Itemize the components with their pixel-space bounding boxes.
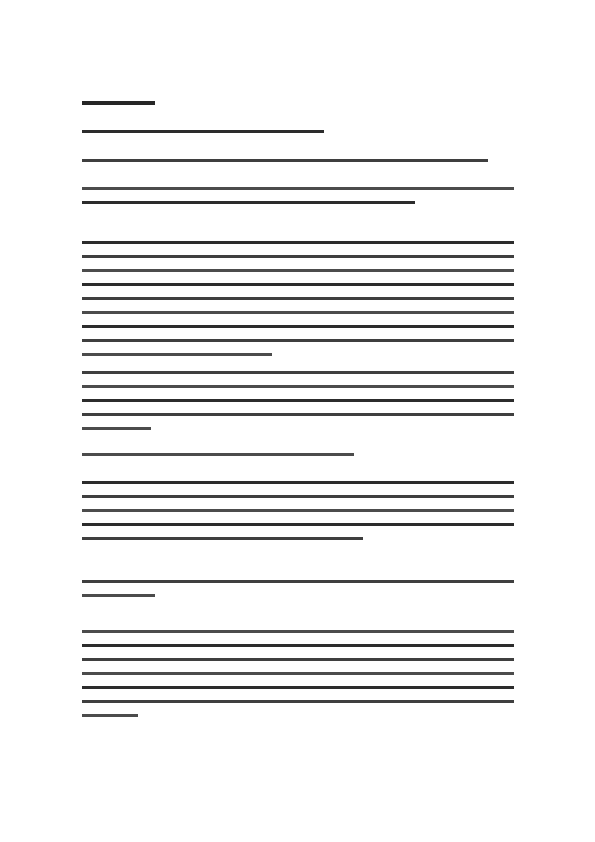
text-line [82, 297, 514, 300]
text-line [82, 495, 514, 498]
text-line [82, 241, 514, 244]
text-block-subheading [82, 130, 514, 133]
text-block-paragraph-2 [82, 371, 514, 430]
text-line [82, 580, 514, 583]
text-line [82, 187, 514, 190]
text-block-paragraph-6 [82, 630, 514, 717]
text-line [82, 339, 514, 342]
text-line [82, 371, 514, 374]
text-line [82, 201, 415, 204]
text-line [82, 594, 155, 597]
text-block-byline [82, 159, 514, 162]
text-block-paragraph-4 [82, 481, 514, 540]
text-line [82, 159, 488, 162]
text-line [82, 325, 514, 328]
text-line [82, 283, 514, 286]
text-line [82, 630, 514, 633]
text-line [82, 644, 514, 647]
text-line [82, 130, 324, 133]
text-block-paragraph-5 [82, 580, 514, 597]
text-line [82, 658, 514, 661]
text-line [82, 700, 514, 703]
text-line [82, 686, 514, 689]
text-line [82, 255, 514, 258]
text-line [82, 269, 514, 272]
text-line [82, 385, 514, 388]
text-line [82, 101, 155, 105]
text-block-paragraph-3 [82, 453, 514, 456]
text-line [82, 714, 138, 717]
text-line [82, 399, 514, 402]
text-block-abstract [82, 187, 514, 204]
text-line [82, 481, 514, 484]
text-line [82, 672, 514, 675]
text-block-paragraph-1 [82, 241, 514, 356]
text-line [82, 427, 151, 430]
text-line [82, 537, 363, 540]
text-block-heading [82, 101, 514, 105]
text-line [82, 509, 514, 512]
text-line [82, 453, 354, 456]
text-line [82, 413, 514, 416]
text-line [82, 353, 272, 356]
text-line [82, 311, 514, 314]
text-line [82, 523, 514, 526]
